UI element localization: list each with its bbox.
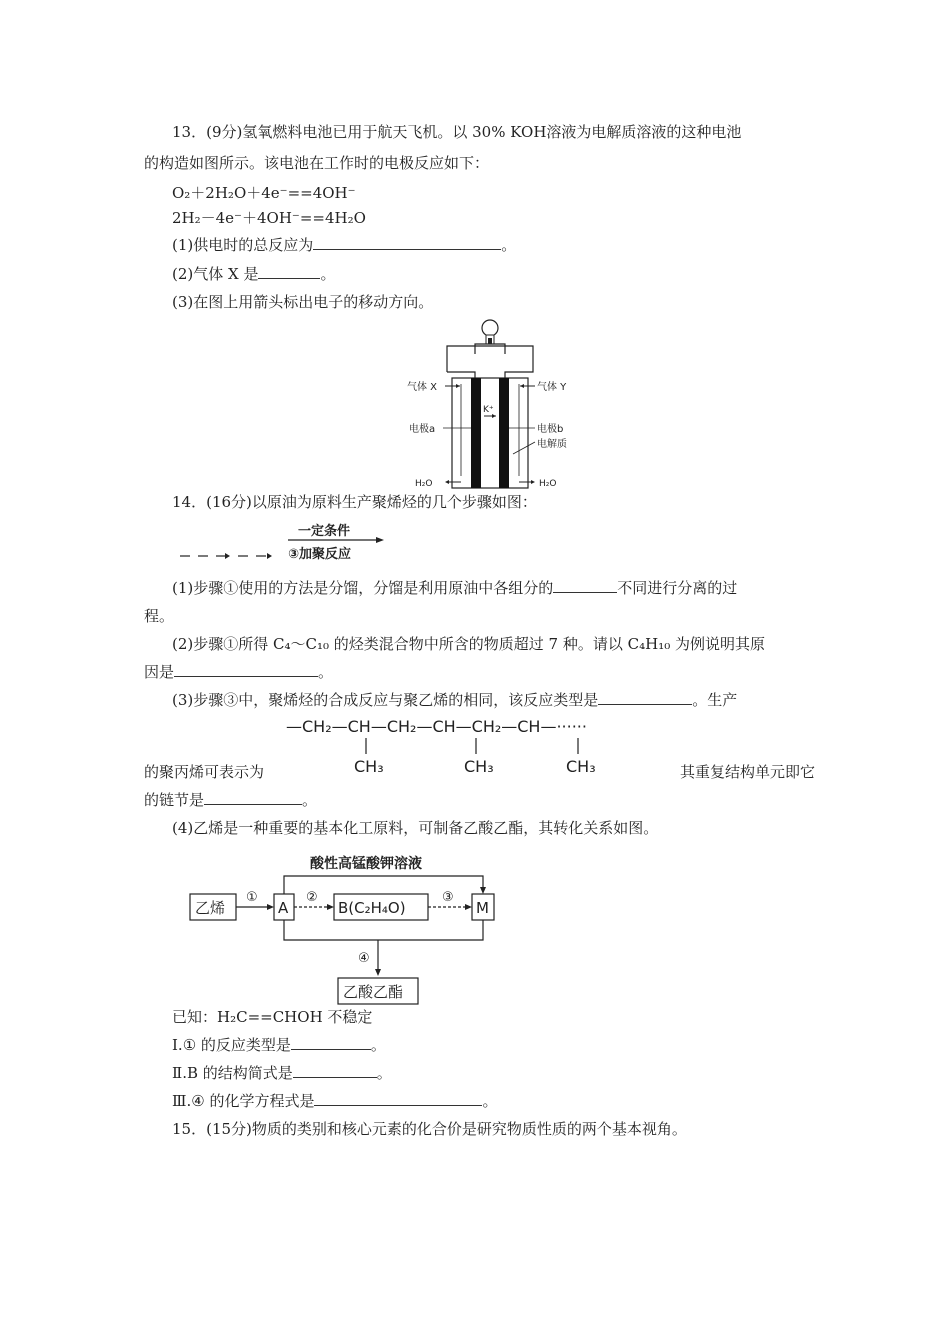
q14-answer-blank-1[interactable] [553,578,617,593]
q14-part3-b-left: 的聚丙烯可表示为 [144,763,265,781]
q14-answer-blank-6[interactable] [293,1063,377,1078]
q14-line1: 14．(16分)以原油为原料生产聚烯烃的几个步骤如图： [172,493,537,511]
svg-text:②: ② [306,890,318,905]
q14-part3-c: 的链节是 。 [144,791,318,809]
q14-sub-i: Ⅰ.① 的反应类型是 。 [172,1036,386,1054]
q14-sub-iii: Ⅲ.④ 的化学方程式是 。 [172,1092,498,1110]
q14-part1: (1)步骤①使用的方法是分馏，分馏是利用原油中各组分的 不同进行分离的过 [172,579,738,597]
electrode-b-plate [499,378,509,488]
q13-eq1: O₂＋2H₂O＋4e⁻==4OH⁻ [172,184,356,202]
q14-answer-blank-3[interactable] [598,690,692,705]
arrow-condition-label: 一定条件 [298,524,351,539]
q14-part4: (4)乙烯是一种重要的基本化工原料，可制备乙酸乙酯，其转化关系如图。 [172,819,659,837]
svg-text:④: ④ [358,951,370,966]
q13-answer-blank-1[interactable] [313,235,501,250]
methyl-group-1: CH₃ [354,757,384,776]
light-bulb-icon [482,320,498,344]
q14-part3-b-right: 其重复结构单元即它 [680,763,816,781]
electrode-b-label: 电极b [537,424,564,435]
ethylene-flow-diagram [186,850,516,1006]
q13-part2: (2)气体 X 是 。 [172,265,336,283]
q14-answer-blank-7[interactable] [314,1091,482,1106]
svg-text:乙烯: 乙烯 [195,899,226,917]
q14-sub-ii: Ⅱ.B 的结构简式是 。 [172,1064,392,1082]
k-ion-label: K⁺ [483,405,494,415]
q15-line1: 15．(15分)物质的类别和核心元素的化合价是研究物质性质的两个基本视角。 [172,1120,687,1138]
polypropylene-structure [282,714,662,780]
q13-part3: (3)在图上用箭头标出电子的移动方向。 [172,293,434,311]
q14-answer-blank-4[interactable] [204,790,302,805]
fuel-cell-diagram [405,316,595,491]
svg-text:③: ③ [442,890,454,905]
polymer-chain: —CH₂—CH—CH₂—CH—CH₂—CH—······ [286,717,587,736]
methyl-group-2: CH₃ [464,757,494,776]
arrow-reaction-label: ③加聚反应 [288,547,352,562]
q14-part2-cont: 因是 。 [144,663,334,681]
gas-x-label: 气体 X [407,382,438,393]
q14-answer-blank-2[interactable] [174,662,318,677]
q14-answer-blank-5[interactable] [291,1035,371,1050]
q14-part1-cont: 程。 [144,607,175,625]
q13-eq2: 2H₂－4e⁻＋4OH⁻==4H₂O [172,209,366,227]
q14-known: 已知：H₂C==CHOH 不稳定 [172,1008,373,1026]
water-right-label: H₂O [539,479,557,489]
gas-y-label: 气体 Y [537,382,567,393]
water-left-label: H₂O [415,479,433,489]
q13-answer-blank-2[interactable] [258,264,320,279]
q13-line1: 13．(9分)氢氧燃料电池已用于航天飞机。以 30% KOH溶液为电解质溶液的这种电池 [172,123,742,141]
q14-part2: (2)步骤①所得 C₄～C₁₀ 的烃类混合物中所含的物质超过 7 种。请以 C₄H₁₀ 为例说明其原 [172,635,765,653]
svg-text:M: M [476,899,489,917]
q13-part1: (1)供电时的总反应为 。 [172,236,517,254]
q13-line2: 的构造如图所示。该电池在工作时的电极反应如下： [144,154,490,172]
methyl-group-3: CH₃ [566,757,596,776]
svg-text:乙酸乙酯: 乙酸乙酯 [343,983,404,1001]
svg-text:B(C₂H₄O): B(C₂H₄O) [338,899,406,917]
electrode-a-label: 电极a [409,424,436,435]
svg-text:A: A [278,899,289,917]
electrode-a-plate [471,378,481,488]
process-arrow-diagram [176,520,396,565]
svg-text:①: ① [246,890,258,905]
electrolyte-label: 电解质 [537,439,567,450]
oxidant-label: 酸性高锰酸钾溶液 [310,856,422,872]
q14-part3: (3)步骤③中，聚烯烃的合成反应与聚乙烯的相同，该反应类型是 。生产 [172,691,738,709]
